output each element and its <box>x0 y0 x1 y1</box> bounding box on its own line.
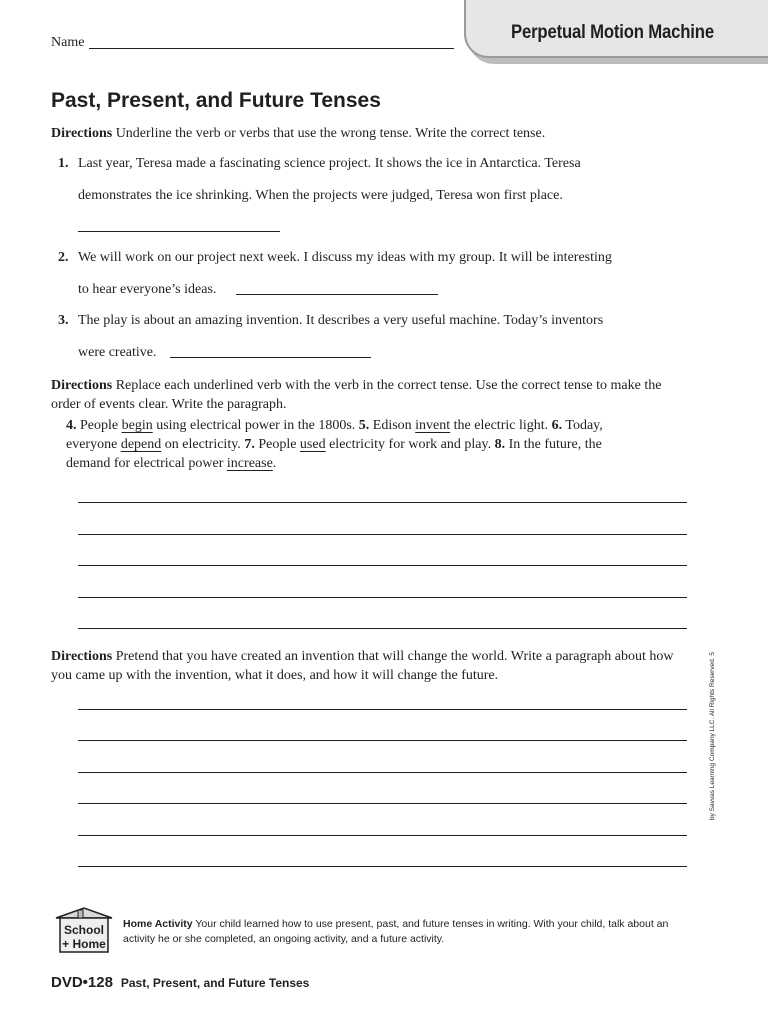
paragraph-text: using electrical power in the 1800s. <box>156 418 356 433</box>
writing-line[interactable] <box>78 740 687 741</box>
writing-line[interactable] <box>78 866 687 867</box>
underlined-verb: used <box>299 437 326 452</box>
paragraph-text: electricity for work and play. <box>329 437 492 452</box>
item-text-line: demonstrates the ice shrinking. When the projects were judged, Teresa won first place. <box>78 188 563 203</box>
paragraph-text: on electricity. <box>164 437 241 452</box>
directions-2 <box>51 376 691 414</box>
writing-line[interactable] <box>78 502 687 503</box>
verb-paragraph <box>66 416 686 473</box>
writing-line[interactable] <box>78 709 687 710</box>
paragraph-text: People <box>258 437 297 452</box>
item-number: 8. <box>494 437 506 452</box>
writing-line[interactable] <box>78 534 687 535</box>
item-text-line: Last year, Teresa made a fascinating science project. It shows the ice in Antarctica. Teresa <box>78 156 581 171</box>
paragraph-text: everyone <box>66 437 118 452</box>
answer-line[interactable] <box>236 294 438 295</box>
underlined-verb: increase <box>226 456 273 471</box>
name-field-line[interactable] <box>89 48 454 49</box>
item-number: 7. <box>244 437 255 452</box>
directions-3 <box>51 647 691 685</box>
writing-line[interactable] <box>78 803 687 804</box>
item-number: 4. <box>66 418 77 433</box>
logo-text: + Home <box>62 937 106 951</box>
directions-text: Pretend that you have created an invention that will change the world. Write a paragraph about how you came up with the invention, what it does, and how it will change the future. <box>51 649 674 683</box>
directions-label: Directions <box>51 649 113 664</box>
underlined-verb: invent <box>415 418 451 433</box>
answer-line[interactable] <box>170 357 371 358</box>
paragraph-text: People <box>80 418 119 433</box>
directions-1 <box>51 124 691 143</box>
logo-text: School <box>63 923 105 937</box>
lesson-title: Perpetual Motion Machine <box>511 22 714 43</box>
paragraph-text: In the future, the <box>508 437 602 452</box>
item-text-line: to hear everyone’s ideas. <box>78 282 217 297</box>
directions-label: Directions <box>51 378 113 393</box>
page-code: DVD•128 <box>51 974 113 991</box>
paragraph-text: Edison <box>372 418 412 433</box>
footer-title: Past, Present, and Future Tenses <box>120 976 310 990</box>
item-text-line: The play is about an amazing invention. It describes a very useful machine. Today’s inventors <box>78 313 604 328</box>
underlined-verb: depend <box>120 437 162 452</box>
school-home-logo-icon <box>48 906 120 956</box>
home-activity <box>123 917 683 947</box>
item-number: 1. <box>58 156 69 171</box>
paragraph-text: the electric light. <box>453 418 549 433</box>
underlined-verb: begin <box>121 418 153 433</box>
home-activity-text: Your child learned how to use present, past, and future tenses in writing. With your child, talk about an activity he or she completed, an ongoing activity, and a future activity. <box>123 918 669 945</box>
paragraph-text: Today, <box>565 418 603 433</box>
directions-text: Underline the verb or verbs that use the wrong tense. Write the correct tense. <box>115 126 546 141</box>
name-label: Name <box>51 35 85 50</box>
directions-label: Directions <box>51 126 113 141</box>
page-title: Past, Present, and Future Tenses <box>51 89 381 112</box>
item-number: 5. <box>358 418 370 433</box>
writing-line[interactable] <box>78 835 687 836</box>
answer-line[interactable] <box>78 231 280 232</box>
item-number: 6. <box>551 418 563 433</box>
writing-line[interactable] <box>78 628 687 629</box>
paragraph-text: demand for electrical power <box>66 456 224 471</box>
item-number: 3. <box>58 313 69 328</box>
item-text-line: were creative. <box>78 345 157 360</box>
directions-text: Replace each underlined verb with the verb in the correct tense. Use the correct tense to make the order of events clear. Write the paragraph. <box>51 378 662 412</box>
home-activity-label: Home Activity <box>123 918 193 930</box>
paragraph-text: . <box>272 456 277 471</box>
item-number: 2. <box>58 250 69 265</box>
writing-line[interactable] <box>78 597 687 598</box>
writing-line[interactable] <box>78 772 687 773</box>
item-text-line: We will work on our project next week. I discuss my ideas with my group. It will be interesting <box>78 250 612 265</box>
writing-line[interactable] <box>78 565 687 566</box>
copyright-notice: by Savvas Learning Company LLC. All Rights Reserved. 5 <box>709 651 716 820</box>
page-footer <box>51 974 309 991</box>
